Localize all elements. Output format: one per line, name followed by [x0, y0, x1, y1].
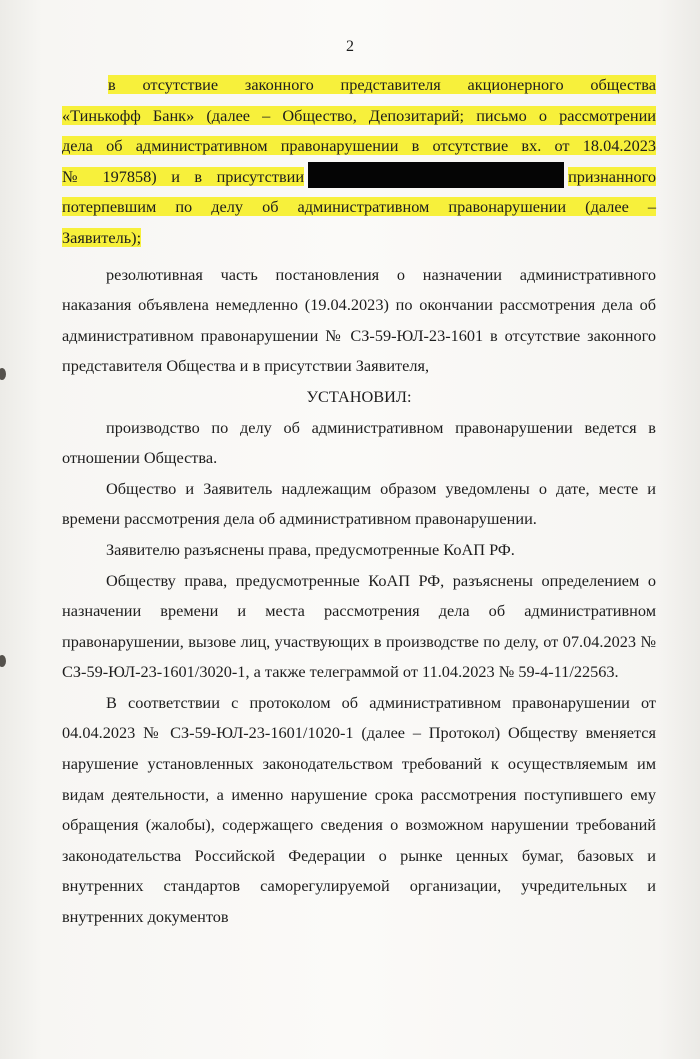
punch-hole — [0, 368, 6, 380]
redaction-block — [308, 162, 564, 188]
paragraph: Общество и Заявитель надлежащим образом уведомлены о дате, месте и времени рассмотрения дела об административном правонарушении. — [62, 478, 656, 529]
document-body — [62, 70, 656, 933]
paragraph-line: № 197858) и в присутствии признанного — [62, 162, 656, 193]
paragraph: производство по делу об административном правонарушении ведется в отношении Общества. — [62, 417, 656, 468]
paragraph-line: потерпевшим по делу об административном правонарушении (далее – — [62, 197, 656, 217]
paragraph-line: Заявитель); — [62, 227, 142, 247]
paragraph-line: дела об административном правонарушении в отсутствие вх. от 18.04.2023 — [62, 136, 656, 156]
page-number: 2 — [346, 38, 354, 55]
paragraph: резолютивная часть постановления о назначении административного наказания объявлена немедленно (19.04.2023) по окончании рассмотрения дела об административном правонарушении № СЗ-59-ЮЛ-23-1601 в отсутствие законного представителя Общества и в присутствии Заявителя, — [62, 264, 656, 376]
section-heading: УСТАНОВИЛ: — [306, 386, 412, 406]
paragraph: Заявителю разъяснены права, предусмотренные КоАП РФ. — [106, 539, 515, 559]
paragraph: В соответствии с протоколом об административном правонарушении от 04.04.2023 № СЗ-59-ЮЛ-23-1601/1020-1 (далее – Протокол) Обществу вменяется нарушение установленных законодательством требований к осуществляемым им видам деятельности, а именно нарушение срока рассмотрения поступившего ему обращения (жалобы), содержащего сведения о возможном нарушении требований законодательства Российской Федерации о рынке ценных бумаг, базовых и внутренних стандартов саморегулируемой организации, учредительных и внутренних документов — [62, 692, 656, 927]
paragraph-line: «Тинькофф Банк» (далее – Общество, Депозитарий; письмо о рассмотрении — [62, 105, 656, 125]
punch-hole — [0, 655, 6, 667]
paragraph-line: в отсутствие законного представителя акционерного общества — [108, 75, 656, 94]
paragraph: Обществу права, предусмотренные КоАП РФ, разъяснены определением о назначении времени и места рассмотрения дела об административном правонарушении, вызове лиц, участвующих в производстве по делу, от 07.04.2023 № СЗ-59-ЮЛ-23-1601/3020-1, а также телеграммой от 11.04.2023 № 59-4-11/22563. — [62, 570, 656, 682]
